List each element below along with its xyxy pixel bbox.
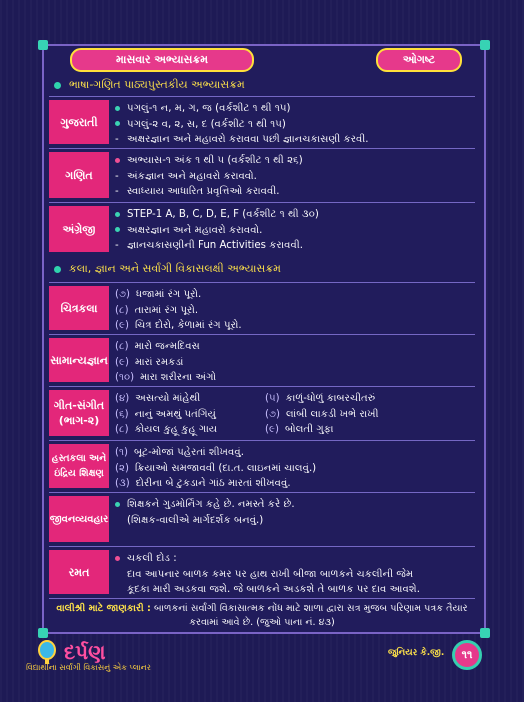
bullet-icon — [115, 106, 120, 111]
corner-ornament — [38, 628, 48, 638]
subject-label: ગીત-સંગીત (ભાગ-૨) — [49, 390, 109, 436]
subject-row-life-skills — [49, 492, 475, 545]
bullet-icon — [115, 227, 120, 232]
page-frame — [42, 44, 486, 634]
subject-label: હસ્તકલા અને ઇંદ્રિય શિક્ષણ — [49, 444, 109, 488]
brand-logo — [26, 640, 166, 674]
subject-content: અભ્યાસ-૧ અંક ૧ થી ૫ (વર્કશીટ ૧ થી ૨૬) - અંકજ્ઞાન અને મહાવરો કરાવવો. - સ્વાધ્યાય આધારિત પ્રવૃત્તિઓ કરાવવી. — [115, 155, 303, 197]
subject-row-math — [49, 148, 475, 201]
page-number: ૧૧ — [452, 640, 482, 670]
subject-row-games — [49, 546, 475, 597]
subject-label: રમત — [49, 550, 109, 594]
bullet-icon — [115, 158, 120, 163]
subject-content: (૧) બૂટ-મોજાં પહેરતાં શીખવવું. (૨) ક્રિયાઓ સમજાવવી (દા.ત. લાઇનમાં ચાલવું.) (૩) દોરીના બે ટુકડાને ગાંઠ મારતાં શીખવવું. — [115, 447, 317, 489]
month-badge: ઓગષ્ટ — [376, 48, 462, 72]
subject-content: STEP-1 A, B, C, D, E, F (વર્કશીટ ૧ થી ૩૦) અક્ષરજ્ઞાન અને મહાવરો કરાવવો. - જ્ઞાનચકાસણીની Fun Activities કરાવવી. — [115, 209, 319, 251]
bullet-icon — [115, 121, 120, 126]
subject-content: ચકલી દોડ : દાવ આપનાર બાળક કમર પર હાથ રાખી બીજા બાળકને ચકલીની જેમ કૂદકા મારી અડકવા જશે. જે બાળકને અડકશે તે બાળક પર દાવ આવશે. — [115, 551, 475, 598]
section-heading-arts: કલા, જ્ઞાન અને સર્વાંગી વિકાસલક્ષી અભ્યાસક્રમ — [54, 258, 474, 280]
subject-content: શિક્ષકને ગુડમોર્નિંગ કહે છે. નમસ્તે કરે છે. (શિક્ષક-વાલીએ માર્ગદર્શક બનવું.) — [115, 497, 475, 528]
page-title: માસવાર અભ્યાસક્રમ — [70, 48, 254, 72]
mirror-icon — [32, 640, 62, 664]
header — [44, 48, 484, 70]
subject-row-handicraft — [49, 440, 475, 491]
standard-label: જુનિયર કે.જી. — [388, 648, 445, 658]
subject-row-general-knowledge — [49, 334, 475, 385]
subject-row-songs — [49, 386, 475, 439]
bullet-icon — [115, 556, 120, 561]
brand-subtitle: વિદ્યાર્થીના સર્વાંગી વિકાસનું એક પ્લાનર — [26, 663, 151, 672]
subject-label: સામાન્યજ્ઞાન — [49, 338, 109, 382]
subject-row-drawing — [49, 282, 475, 333]
subject-content: (૮) મારો જન્મદિવસ (૯) મારાં રમકડાં (૧૦) મારા શરીરના અંગો — [115, 341, 217, 383]
section-heading-language-math: ભાષા-ગણિત પાઠ્યપુસ્તકીય અભ્યાસક્રમ — [54, 74, 474, 96]
bullet-icon — [54, 82, 61, 89]
subject-content: (૪) અસત્યો માંહેથી (૫) કાળું-ધોળું કાબરચીતરું (૬) નાનું અમથું પતંગિયું (૭) લાંબી લાકડી ખભે રાખી (૮) કોયલ કુહૂ કુહૂ ગાય (૯) બોલતી ગુફા — [115, 393, 379, 435]
subject-label: જીવનવ્યવહાર — [49, 496, 109, 542]
subject-label: ચિત્રકલા — [49, 286, 109, 330]
bullet-icon — [115, 502, 120, 507]
subject-content: પગલું-૧ ન, મ, ગ, જ (વર્કશીટ ૧ થી ૧૫) પગલું-૨ વ, ૨, સ, દ (વર્કશીટ ૧ થી ૧૫) - અક્ષરજ્ઞાન અને મહાવરો કરાવવા પછી જ્ઞાનચકાસણી કરવી. — [115, 103, 369, 145]
bullet-icon — [54, 266, 61, 273]
parent-note: વાલીશ્રી માટે જાણકારી : બાળકનાં સર્વાંગી વિકાસાત્મક નોંધ માટે શાળા દ્વારા સત્ર મુજબ પરિણામ પત્રક તૈયાર કરવામાં આવે છે. (જુઓ પાના નં. ૪૩) — [49, 598, 475, 630]
subject-label: અંગ્રેજી — [49, 206, 109, 252]
corner-ornament — [480, 628, 490, 638]
subject-label: ગણિત — [49, 152, 109, 198]
subject-row-english — [49, 202, 475, 255]
bullet-icon — [115, 212, 120, 217]
brand-title: દર્પણ — [64, 640, 106, 664]
subject-row-gujarati — [49, 96, 475, 147]
subject-label: ગુજરાતી — [49, 100, 109, 144]
subject-content: (૭) ધજામાં રંગ પૂરો. (૮) તારામાં રંગ પૂરો. (૯) ચિત્ર દોરો, કેળામાં રંગ પૂરો. — [115, 289, 242, 331]
